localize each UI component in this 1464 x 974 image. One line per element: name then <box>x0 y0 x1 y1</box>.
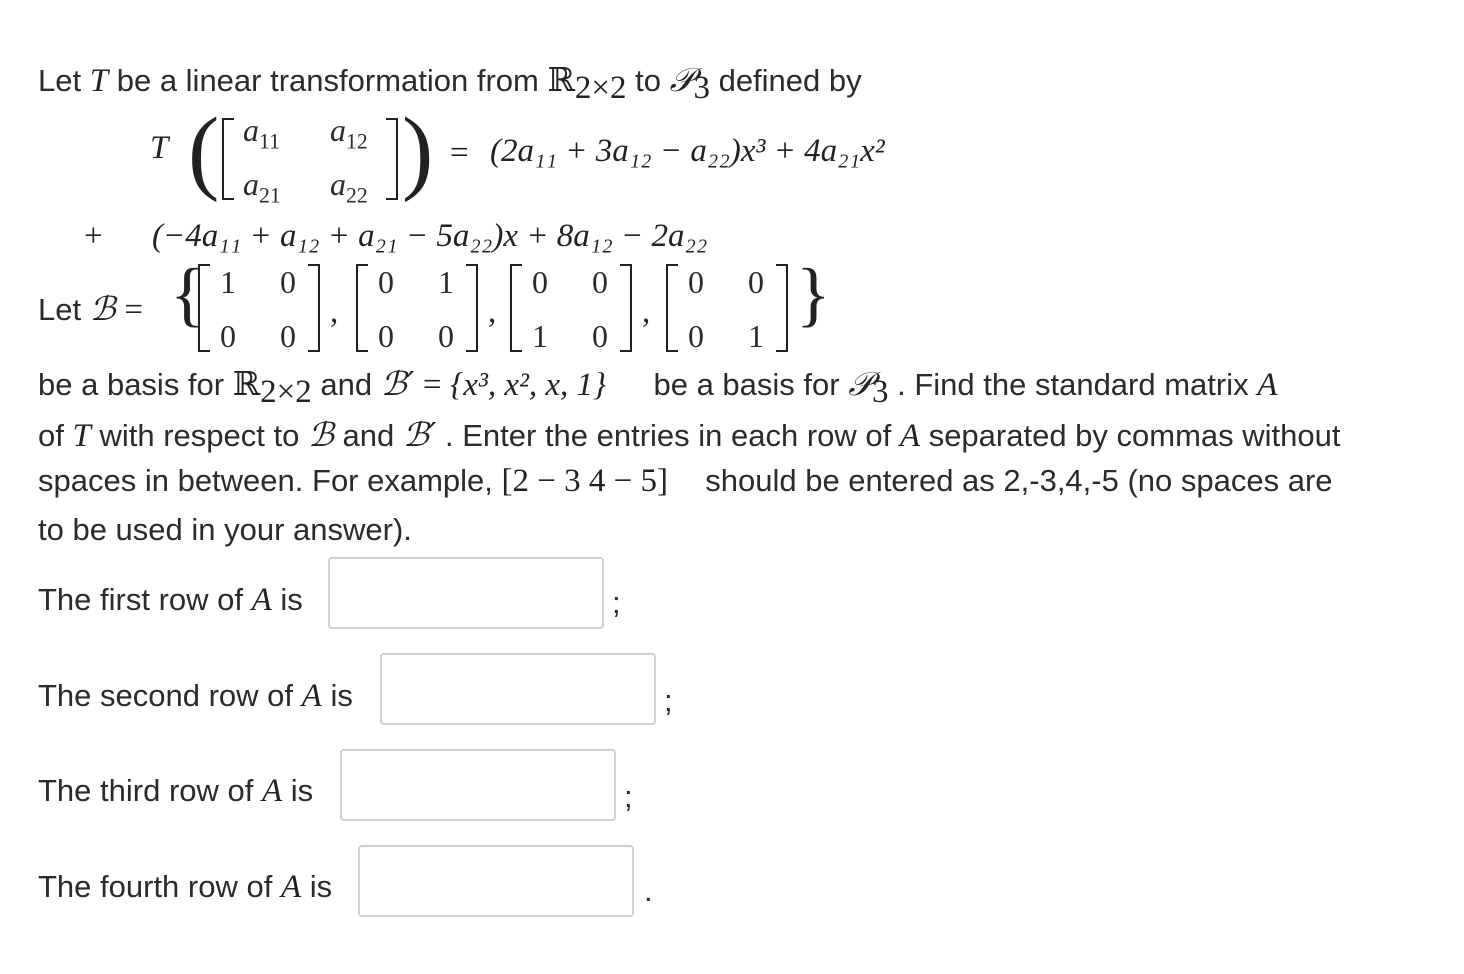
basis-matrix-2-bracket-right <box>466 264 478 352</box>
transform-rhs-line2: (−4a₁₁ + a₁₂ + a₂₁ − 5a₂₂)x + 8a₁₂ − 2a₂₂ <box>152 218 708 254</box>
matrix-bracket-left <box>222 118 234 200</box>
basis-matrix-1-bracket-right <box>308 264 320 352</box>
var-t: T <box>89 63 109 99</box>
basis-matrix-4-bracket-right <box>776 264 788 352</box>
paren-right: ) <box>402 99 434 203</box>
matrix-a12: $a_{12}$ <box>330 112 368 154</box>
basis-matrix-4-entry: 0 <box>748 264 764 300</box>
text-line-1: be a basis for ℝ$_{2\times 2}$ and ℬ′ = {x³, x², x, 1} be a basis for 𝒫$_3$ . Find the standard matrix A <box>38 364 1278 411</box>
basis-comma: , <box>488 294 497 330</box>
brace-right: } <box>796 254 831 334</box>
basis-bprime-set: {x³, x², x, 1} <box>450 367 607 403</box>
row-3-punct: ; <box>624 779 633 814</box>
basis-matrix-2-entry: 0 <box>378 264 394 300</box>
transform-rhs-line1: (2a₁₁ + 3a₁₂ − a₂₂)x³ + 4a₂₁x² <box>490 133 885 169</box>
basis-comma: , <box>642 294 651 330</box>
row-3-input[interactable] <box>340 749 616 821</box>
basis-comma: , <box>330 294 339 330</box>
row-1-punct: ; <box>612 585 621 620</box>
intro-line <box>38 60 862 107</box>
basis-bprime-symbol: ℬ′ <box>380 364 415 403</box>
basis-matrix-4-entry: 0 <box>688 318 704 354</box>
basis-matrix-4-bracket-left <box>666 264 678 352</box>
text-line-2: of T with respect to ℬ and ℬ′ . Enter the entries in each row of A separated by commas without <box>38 415 1341 454</box>
basis-matrix-4-entry: 0 <box>688 264 704 300</box>
basis-matrix-3-bracket-right <box>620 264 632 352</box>
domain-symbol: ℝ <box>547 60 575 99</box>
transform-equals: = <box>450 135 469 171</box>
basis-matrix-1-entry: 0 <box>280 264 296 300</box>
p3-symbol: 𝒫 <box>848 364 872 403</box>
codomain-sub: 3 <box>693 70 710 107</box>
basis-b-label: Let ℬ = <box>38 289 143 328</box>
basis-matrix-3-entry: 0 <box>532 264 548 300</box>
intro-to: to <box>635 63 662 98</box>
codomain-symbol: 𝒫 <box>669 60 694 99</box>
basis-matrix-2-bracket-left <box>356 264 368 352</box>
row-4-input[interactable] <box>358 845 634 917</box>
domain-sub: 2×2 <box>574 70 627 107</box>
intro-mid: be a linear transformation from <box>116 63 539 98</box>
row-3-label: The third row of A is <box>38 773 314 809</box>
intro-lead: Let <box>38 63 82 98</box>
matrix-a21: $a_{21}$ <box>243 166 281 208</box>
basis-matrix-1-bracket-left <box>198 264 210 352</box>
matrix-a11: $a_{11}$ <box>243 112 280 154</box>
space-symbol: ℝ <box>232 364 261 403</box>
transform-t: T <box>150 130 169 166</box>
basis-matrix-1-entry: 1 <box>220 264 236 300</box>
basis-b-equals: = <box>124 292 143 328</box>
basis-matrix-4-entry: 1 <box>748 318 764 354</box>
row-2-input[interactable] <box>380 653 656 725</box>
basis-matrix-3-entry: 0 <box>592 318 608 354</box>
paren-left: ( <box>188 99 220 203</box>
example-row: [2 − 3 4 − 5] <box>501 463 668 499</box>
transform-plus: + <box>84 218 103 254</box>
row-2-label: The second row of A is <box>38 678 353 714</box>
row-4-label: The fourth row of A is <box>38 869 333 905</box>
basis-matrix-3-entry: 1 <box>532 318 548 354</box>
row-2-punct: ; <box>664 683 673 718</box>
row-4-punct: . <box>644 873 653 908</box>
row-1-label: The first row of A is <box>38 582 303 618</box>
matrix-a22: $a_{22}$ <box>330 166 368 208</box>
text-line-4: to be used in your answer). <box>38 512 412 547</box>
basis-matrix-3-entry: 0 <box>592 264 608 300</box>
basis-b-symbol: ℬ <box>89 289 116 328</box>
intro-tail: defined by <box>718 63 862 98</box>
basis-matrix-2-entry: 1 <box>438 264 454 300</box>
text-line-3: spaces in between. For example, [2 − 3 4 − 5] should be entered as 2,-3,4,-5 (no spaces are <box>38 463 1333 499</box>
basis-matrix-2-entry: 0 <box>438 318 454 354</box>
row-1-input[interactable] <box>328 557 604 629</box>
basis-matrix-1-entry: 0 <box>220 318 236 354</box>
brace-left: { <box>170 254 205 334</box>
basis-matrix-2-entry: 0 <box>378 318 394 354</box>
matrix-a-symbol: A <box>1257 367 1278 403</box>
basis-matrix-3-bracket-left <box>510 264 522 352</box>
matrix-bracket-right <box>386 118 398 200</box>
basis-matrix-1-entry: 0 <box>280 318 296 354</box>
